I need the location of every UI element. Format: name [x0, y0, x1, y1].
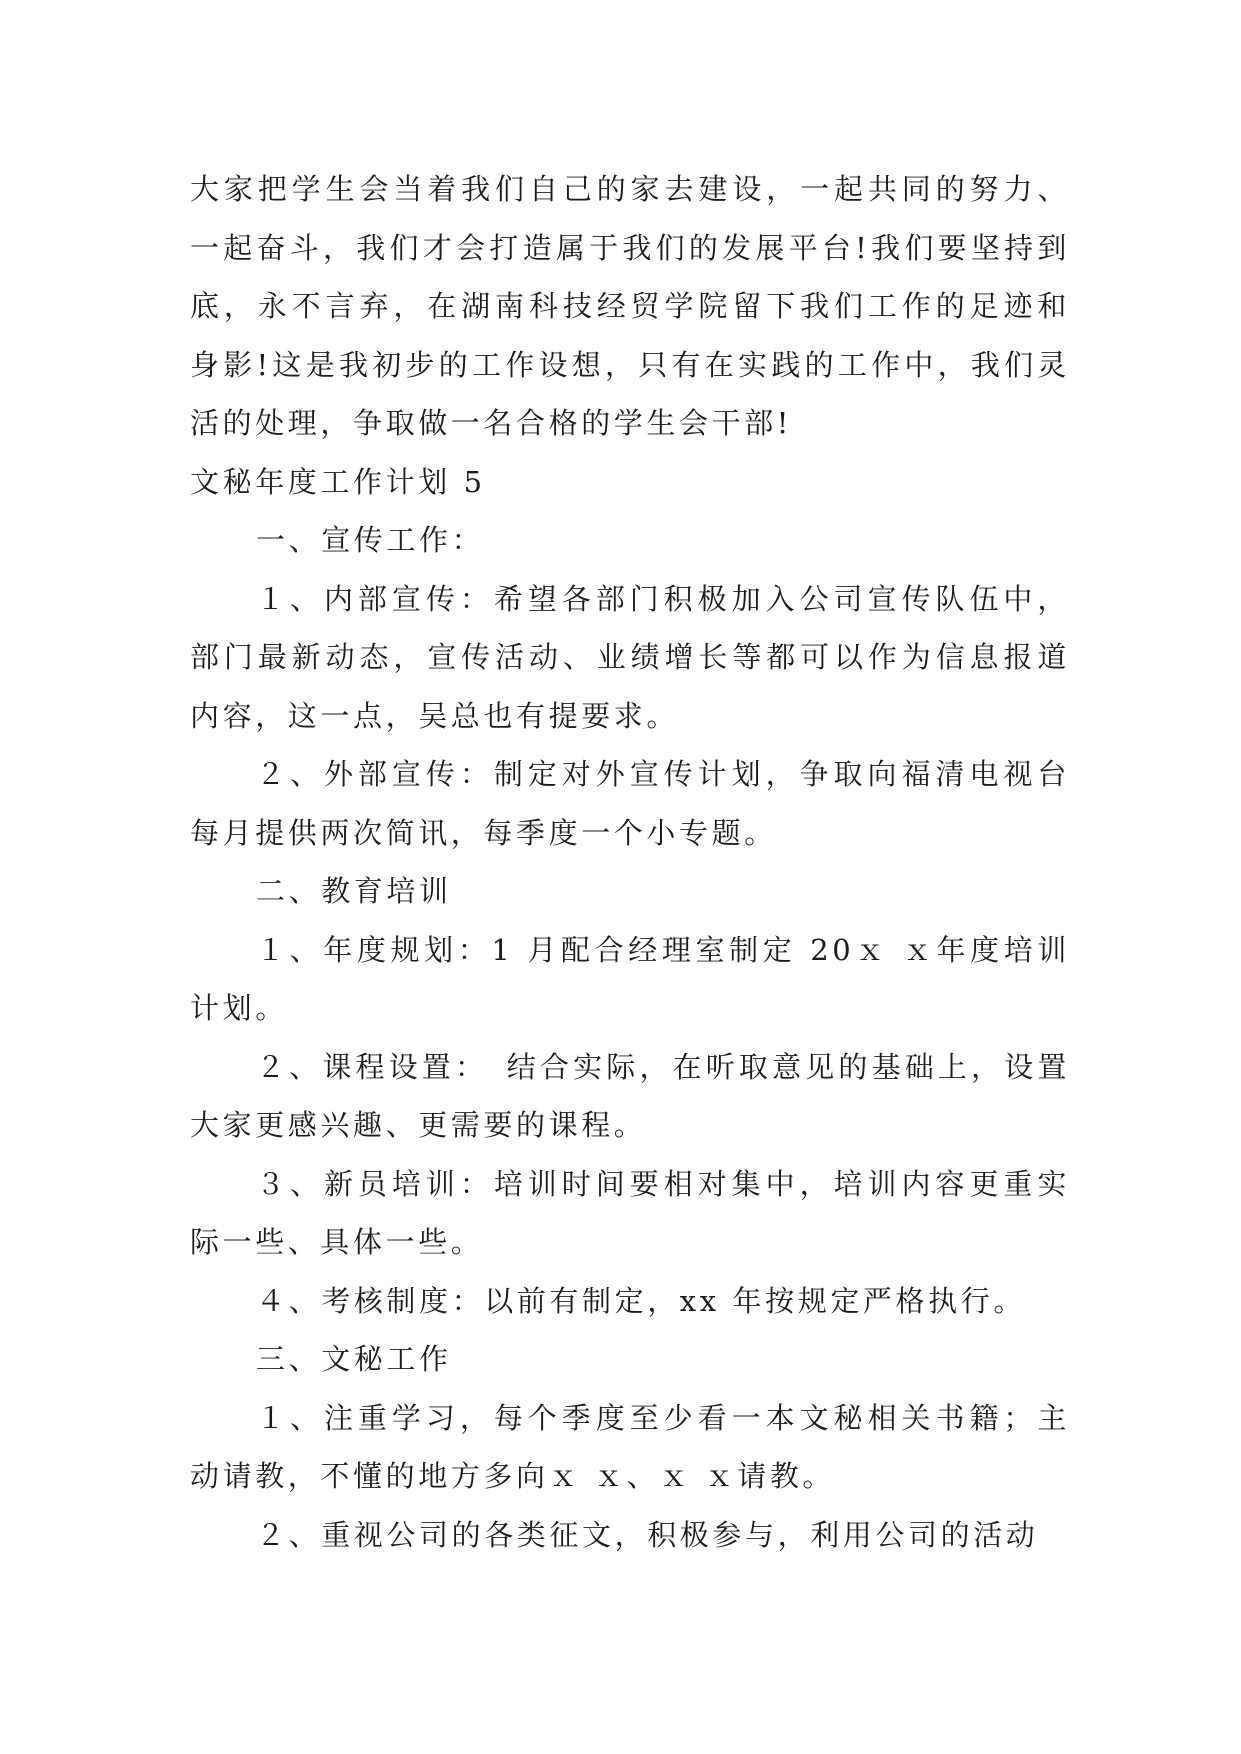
paragraph-internal-publicity: １、内部宣传：希望各部门积极加入公司宣传队伍中，部门最新动态，宣传活动、业绩增长等都可以作为信息报道内容，这一点，吴总也有提要求。 — [190, 581, 1070, 733]
section-title: 文秘年度工作计划 5 — [190, 464, 486, 499]
document-body — [190, 160, 1070, 1564]
paragraph-study: １、注重学习，每个季度至少看一本文秘相关书籍；主动请教，不懂的地方多向ｘ ｘ、ｘ ｘ请教。 — [190, 1400, 1070, 1493]
paragraph-new-staff-training: ３、新员培训：培训时间要相对集中，培训内容更重实际一些、具体一些。 — [190, 1166, 1070, 1259]
paragraph-essays: ２、重视公司的各类征文，积极参与，利用公司的活动 — [256, 1517, 1039, 1552]
heading-secretarial-work: 三、文秘工作 — [256, 1342, 452, 1376]
heading-training: 二、教育培训 — [256, 874, 452, 908]
paragraph-annual-plan: １、年度规划：1 月配合经理室制定 20ｘ ｘ年度培训计划。 — [190, 932, 1070, 1025]
paragraph-assessment: ４、考核制度：以前有制定，xx 年按规定严格执行。 — [256, 1283, 1026, 1318]
paragraph-external-publicity: ２、外部宣传：制定对外宣传计划，争取向福清电视台每月提供两次简讯，每季度一个小专题。 — [190, 757, 1070, 850]
paragraph-course-setup: ２、课程设置： 结合实际，在听取意见的基础上，设置大家更感兴趣、更需要的课程。 — [190, 1049, 1070, 1142]
heading-publicity: 一、宣传工作： — [256, 523, 485, 557]
paragraph-intro-continuation: 大家把学生会当着我们自己的家去建设，一起共同的努力、一起奋斗，我们才会打造属于我们的发展平台!我们要坚持到底，永不言弃，在湖南科技经贸学院留下我们工作的足迹和身影!这是我初步的工作设想，只有在实践的工作中，我们灵活的处理，争取做一名合格的学生会干部! — [190, 172, 1070, 440]
